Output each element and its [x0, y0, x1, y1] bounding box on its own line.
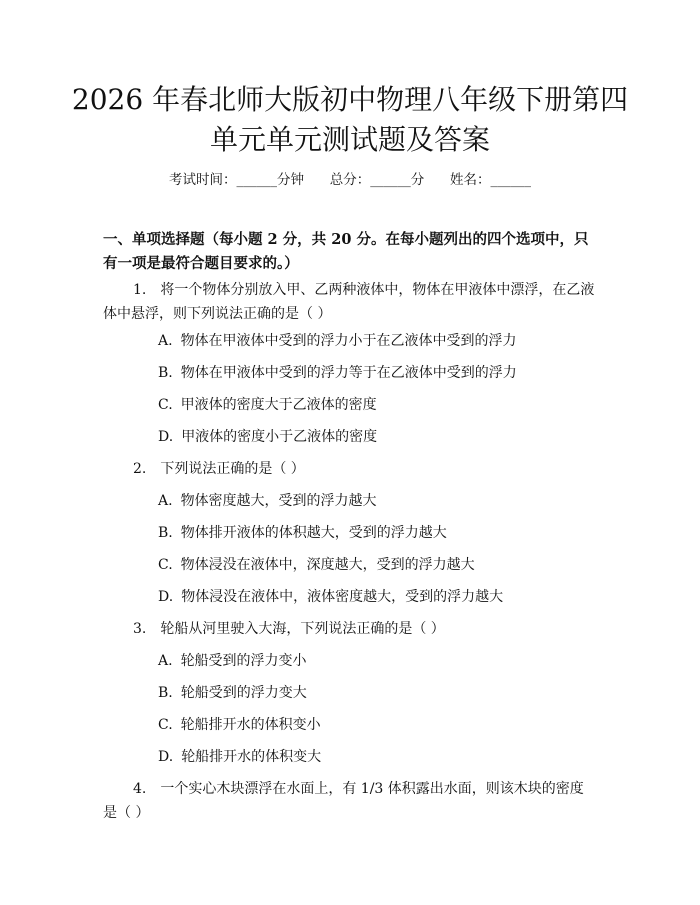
option-2d [158, 587, 503, 607]
option-text: 物体密度越大，受到的浮力越大 [180, 493, 377, 509]
option-text: 轮船受到的浮力变大 [180, 685, 307, 701]
option-letter: B. [158, 685, 173, 701]
question-text: 将一个物体分别放入甲、乙两种液体中，物体在甲液体中漂浮，在乙液体中悬浮，则下列说法正确的是（ ） [103, 282, 595, 322]
question-number: 2. [133, 461, 147, 477]
option-3b [158, 683, 307, 703]
option-letter: A. [158, 653, 173, 669]
option-letter: C. [158, 717, 173, 733]
option-1c [158, 395, 377, 415]
option-2c [158, 555, 475, 575]
question-text: 轮船从河里驶入大海，下列说法正确的是（ ） [160, 621, 445, 637]
option-3d [158, 747, 321, 767]
question-1 [103, 278, 595, 326]
question-number: 3. [133, 621, 147, 637]
question-number: 1. [133, 282, 147, 298]
option-1b [158, 363, 517, 383]
option-text: 物体浸没在液体中，液体密度越大，受到的浮力越大 [181, 589, 504, 605]
exam-info-line: 考试时间：______分钟 总分：______分 姓名：______ [169, 172, 531, 188]
question-text: 下列说法正确的是（ ） [160, 461, 305, 477]
option-text: 甲液体的密度大于乙液体的密度 [180, 397, 377, 413]
question-text: 一个实心木块漂浮在水面上，有 1/3 体积露出水面，则该木块的密度是（ ） [103, 781, 584, 821]
section-heading: 一、单项选择题（每小题 2 分，共 20 分。在每小题列出的四个选项中，只有一项是最符合题目要求的。） [103, 231, 589, 272]
option-3a [158, 651, 307, 671]
option-letter: D. [158, 429, 174, 445]
option-2b [158, 523, 447, 543]
question-2 [103, 457, 595, 481]
document-title [40, 80, 660, 160]
option-text: 甲液体的密度小于乙液体的密度 [181, 429, 378, 445]
option-letter: B. [158, 525, 173, 541]
title-line-1: 2026 年春北师大版初中物理八年级下册第四 [71, 83, 629, 116]
question-3 [103, 617, 595, 641]
option-text: 轮船排开水的体积变小 [180, 717, 321, 733]
option-2a [158, 491, 377, 511]
option-1a [158, 331, 517, 351]
option-letter: C. [158, 397, 173, 413]
option-text: 物体在甲液体中受到的浮力小于在乙液体中受到的浮力 [180, 333, 517, 349]
option-text: 轮船受到的浮力变小 [180, 653, 307, 669]
option-letter: A. [158, 493, 173, 509]
option-3c [158, 715, 321, 735]
title-line-2: 单元单元测试题及答案 [209, 123, 490, 156]
option-text: 物体浸没在液体中，深度越大，受到的浮力越大 [180, 557, 475, 573]
option-text: 轮船排开水的体积变大 [181, 749, 322, 765]
question-number: 4. [133, 781, 147, 797]
question-4 [103, 777, 595, 825]
option-letter: D. [158, 589, 174, 605]
option-letter: A. [158, 333, 173, 349]
option-letter: D. [158, 749, 174, 765]
option-1d [158, 427, 377, 447]
option-letter: C. [158, 557, 173, 573]
option-letter: B. [158, 365, 173, 381]
option-text: 物体在甲液体中受到的浮力等于在乙液体中受到的浮力 [180, 365, 517, 381]
option-text: 物体排开液体的体积越大，受到的浮力越大 [180, 525, 447, 541]
